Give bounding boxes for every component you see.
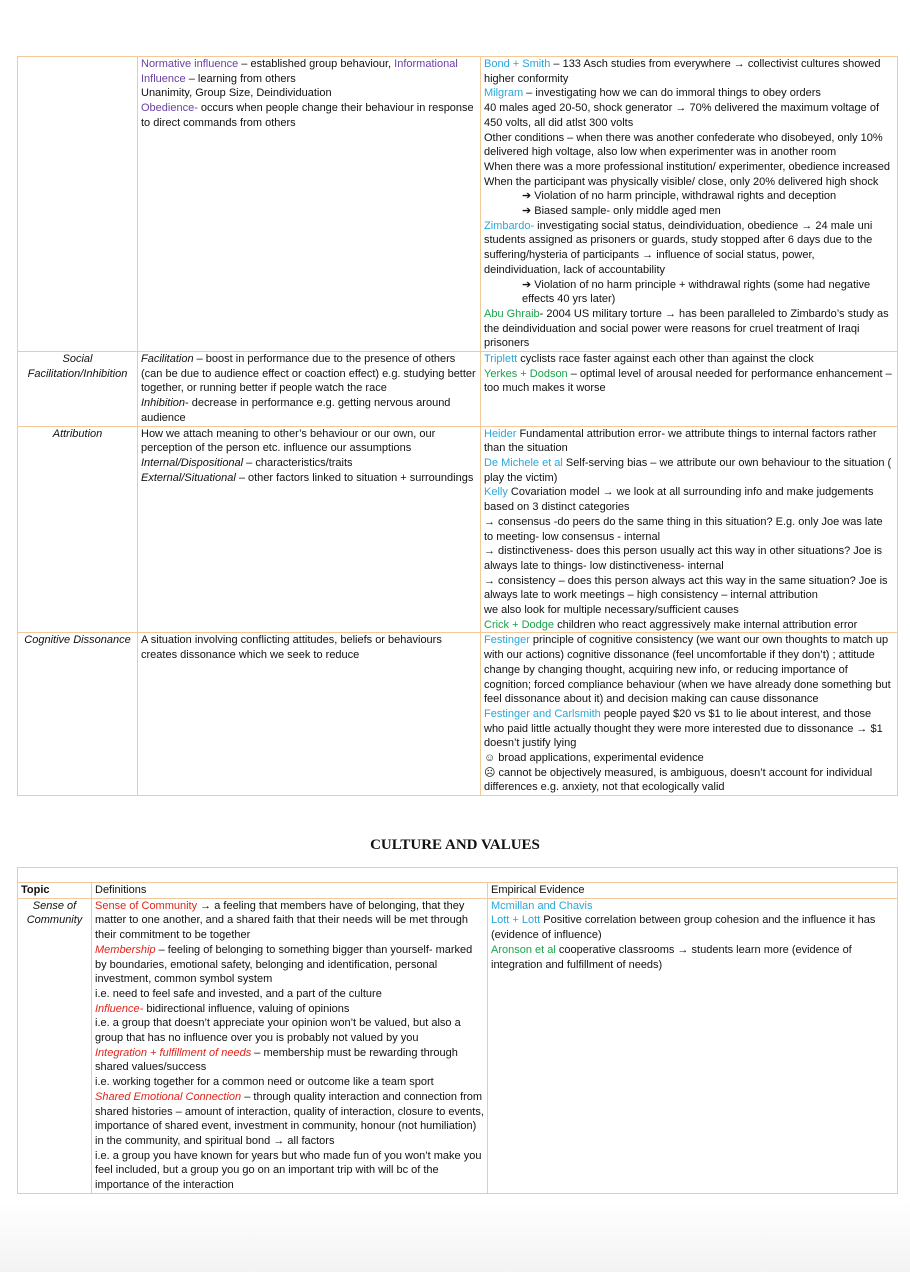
table-row bbox=[18, 898, 898, 1193]
text-run: principle of cognitive consistency (we want our own thoughts to match up with our actions) cognitive dissonance (feel uncomfortable if they don’t) ; attitude change by changing thought, acquiring new info, or reducing importance of cognition; forced compliance behaviour (when we have already done something but feel dissonance about it) and decision making can cause dissonance bbox=[484, 634, 891, 706]
definition-line bbox=[95, 1149, 484, 1193]
evidence-line bbox=[484, 160, 894, 175]
highlighted-term: Obedience- bbox=[141, 102, 198, 115]
table-row bbox=[18, 633, 898, 796]
text-run: Other conditions – when there was another confederate who disobeyed, only 10% delivered high voltage, also low when experimenter was in another room bbox=[484, 131, 883, 159]
text-run: i.e. need to feel safe and invested, and a part of the culture bbox=[95, 987, 382, 1000]
evidence-line bbox=[484, 352, 894, 367]
evidence-cell bbox=[488, 898, 898, 1193]
text-run: – boost in performance due to the presence of others (can be due to audience effect or coaction effect) e.g. studying better together, or running better if people watch the race bbox=[141, 353, 476, 395]
header-definitions: Definitions bbox=[92, 883, 488, 899]
text-run: ☺ broad applications, experimental evidence bbox=[484, 752, 704, 765]
table-row bbox=[18, 352, 898, 427]
definition-line bbox=[141, 471, 477, 486]
highlighted-term: Lott + Lott bbox=[491, 914, 541, 927]
evidence-line bbox=[491, 943, 894, 972]
text-run: people payed $20 vs $1 to lie about interest, and those who paid little actually thought they were more interested due to dissonance → $1 doesn’t justify lying bbox=[484, 707, 883, 750]
text-run: Covariation model → we look at all surrounding info and make judgements based on 3 distinct categories bbox=[484, 486, 874, 514]
evidence-line bbox=[484, 574, 894, 603]
highlighted-term: Zimbardo- bbox=[484, 219, 535, 232]
definition-line bbox=[141, 101, 477, 130]
text-run: i.e. a group you have known for years but who made fun of you won’t make you feel included, but a group you go on an important trip with will bc of the importance of the interaction bbox=[95, 1149, 482, 1192]
text-run: occurs when people change their behaviour in response to direct commands from others bbox=[141, 102, 474, 129]
definitions-cell bbox=[138, 426, 481, 633]
evidence-line bbox=[484, 618, 894, 633]
evidence-cell bbox=[481, 57, 898, 352]
text-run: How we attach meaning to other’s behaviour or our own, our perception of the person etc. influence our assumptions bbox=[141, 427, 436, 455]
evidence-line bbox=[484, 707, 894, 751]
text-run: When there was a more professional institution/ experimenter, obedience increased bbox=[484, 160, 891, 173]
header-evidence: Empirical Evidence bbox=[488, 883, 898, 899]
evidence-line bbox=[484, 544, 894, 573]
definition-line bbox=[141, 57, 477, 86]
evidence-line bbox=[491, 899, 894, 914]
text-run: – other factors linked to situation + surroundings bbox=[235, 471, 474, 484]
text-run: - decrease in performance e.g. getting nervous around audience bbox=[141, 397, 451, 424]
definition-line bbox=[141, 86, 477, 101]
highlighted-term: Aronson et al bbox=[491, 943, 556, 956]
evidence-line bbox=[484, 57, 894, 86]
evidence-cell bbox=[481, 633, 898, 796]
evidence-line bbox=[484, 189, 894, 204]
text-run: cooperative classrooms → students learn more (evidence of integration and fulfillment of needs) bbox=[491, 943, 852, 971]
definition-line bbox=[95, 1016, 484, 1045]
evidence-line bbox=[484, 175, 894, 190]
text-run: – characteristics/traits bbox=[243, 456, 353, 469]
text-run: Positive correlation between group cohesion and the influence it has (evidence of influence) bbox=[491, 914, 876, 942]
table-row bbox=[18, 426, 898, 633]
topic-cell: Sense of Community bbox=[18, 898, 92, 1193]
evidence-line bbox=[491, 913, 894, 942]
text-run: – learning from others bbox=[185, 72, 296, 85]
definition-line bbox=[141, 396, 477, 425]
evidence-line bbox=[484, 427, 894, 456]
text-run: – 133 Asch studies from everywhere → collectivist cultures showed higher conformity bbox=[484, 58, 881, 85]
definition-line bbox=[95, 987, 484, 1002]
evidence-line bbox=[484, 101, 894, 130]
text-run: Unanimity, Group Size, Deindividuation bbox=[141, 87, 332, 100]
evidence-line bbox=[484, 278, 894, 307]
text-run: – established group behaviour, bbox=[238, 58, 395, 70]
highlighted-term: Mcmillan and Chavis bbox=[491, 899, 593, 912]
text-run: ☹ cannot be objectively measured, is ambiguous, doesn’t account for individual differences e.g. anxiety, not that ecologically valid bbox=[484, 766, 873, 794]
highlighted-term: Festinger and Carlsmith bbox=[484, 707, 601, 720]
highlighted-term: Facilitation bbox=[141, 353, 194, 366]
text-run: When the participant was physically visible/ close, only 20% delivered high shock bbox=[484, 175, 879, 188]
definition-line bbox=[141, 633, 477, 662]
text-run: bidirectional influence, valuing of opinions bbox=[143, 1002, 350, 1015]
text-run: → a feeling that members have of belonging, that they matter to one another, and a shared faith that their needs will be met through their commitment to be together bbox=[95, 899, 469, 942]
evidence-line bbox=[484, 766, 894, 795]
highlighted-term: De Michele et al bbox=[484, 456, 563, 469]
evidence-line bbox=[484, 367, 894, 396]
table-row bbox=[18, 57, 898, 352]
social-influence-table bbox=[17, 56, 898, 796]
topic-cell bbox=[18, 57, 138, 352]
evidence-cell bbox=[481, 426, 898, 633]
highlighted-term: Membership bbox=[95, 943, 156, 956]
table-spacer-row bbox=[18, 868, 898, 883]
text-run: children who react aggressively make internal attribution error bbox=[554, 618, 858, 631]
highlighted-term: Normative influence bbox=[141, 58, 239, 70]
text-run: – optimal level of arousal needed for performance enhancement – too much makes it worse bbox=[484, 367, 892, 395]
definitions-cell bbox=[138, 633, 481, 796]
definition-line bbox=[95, 1090, 484, 1149]
definition-line bbox=[141, 456, 477, 471]
text-run: ➔ Violation of no harm principle, withdrawal rights and deception bbox=[522, 190, 837, 203]
highlighted-term: Influence- bbox=[95, 1002, 144, 1015]
evidence-line bbox=[484, 307, 894, 351]
evidence-line bbox=[484, 456, 894, 485]
highlighted-term: Bond + Smith bbox=[484, 58, 551, 70]
evidence-cell bbox=[481, 352, 898, 427]
highlighted-term: Triplett bbox=[484, 353, 518, 366]
text-run: investigating social status, deindividuation, obedience → 24 male uni students assigned as prisoners or guards, study stopped after 6 days due to the suffering/hysteria of participants → influence of social status, power, deindividuation, lack of accountability bbox=[484, 219, 873, 276]
evidence-line bbox=[484, 751, 894, 766]
header-topic: Topic bbox=[18, 883, 92, 899]
topic-cell: Attribution bbox=[18, 426, 138, 633]
text-run: → distinctiveness- does this person usually act this way in other situations? Joe is always late to things- low distinctiveness- internal bbox=[484, 545, 883, 572]
highlighted-term: Informational Influence bbox=[141, 58, 458, 85]
evidence-line bbox=[484, 219, 894, 278]
topic-cell: Social Facilitation/Inhibition bbox=[18, 352, 138, 427]
highlighted-term: Kelly bbox=[484, 486, 508, 499]
definition-line bbox=[95, 1075, 484, 1090]
definition-line bbox=[95, 1046, 484, 1075]
definition-line bbox=[95, 943, 484, 987]
definition-line bbox=[95, 899, 484, 943]
definitions-cell bbox=[138, 352, 481, 427]
text-run: we also look for multiple necessary/sufficient causes bbox=[484, 604, 739, 617]
text-run: → consistency – does this person always act this way in the same situation? Joe is always late to work meetings – high consistency – internal attribution bbox=[484, 574, 888, 602]
text-run: Self-serving bias – we attribute our own behaviour to the situation ( play the victim) bbox=[484, 456, 892, 484]
highlighted-term: Festinger bbox=[484, 634, 530, 647]
evidence-line bbox=[484, 86, 894, 101]
evidence-line bbox=[484, 515, 894, 544]
text-run: Fundamental attribution error- we attribute things to internal factors rather than the situation bbox=[484, 427, 877, 455]
highlighted-term: Milgram bbox=[484, 87, 524, 100]
highlighted-term: Crick + Dodge bbox=[484, 618, 555, 631]
highlighted-term: Sense of Community bbox=[95, 899, 198, 912]
text-run: – membership must be rewarding through shared values/success bbox=[95, 1046, 458, 1074]
definitions-cell bbox=[92, 898, 488, 1193]
topic-cell: Cognitive Dissonance bbox=[18, 633, 138, 796]
highlighted-term: Abu Ghraib bbox=[484, 307, 540, 320]
text-run: – feeling of belonging to something bigger than yourself- marked by boundaries, emotional safety, belonging and identification, personal investment, common symbol system bbox=[95, 943, 473, 986]
text-run: i.e. working together for a common need or outcome like a team sport bbox=[95, 1076, 434, 1089]
definitions-cell bbox=[138, 57, 481, 352]
definition-line bbox=[141, 427, 477, 456]
highlighted-term: Inhibition bbox=[141, 397, 186, 410]
text-run: A situation involving conflicting attitudes, beliefs or behaviours creates dissonance which we seek to reduce bbox=[141, 634, 442, 662]
text-run: cyclists race faster against each other than against the clock bbox=[517, 353, 814, 366]
highlighted-term: Yerkes + Dodson bbox=[484, 367, 568, 380]
evidence-line bbox=[484, 204, 894, 219]
text-run: 40 males aged 20-50, shock generator → 70% delivered the maximum voltage of 450 volts, all did atlst 300 volts bbox=[484, 102, 879, 129]
evidence-line bbox=[484, 633, 894, 707]
evidence-line bbox=[484, 485, 894, 514]
text-run: – through quality interaction and connection from shared histories – amount of interaction, quality of interaction, closure to events, importance of shared event, investment in community, honour (not humiliation) in the community, and spiritual bond → all factors bbox=[95, 1090, 484, 1147]
evidence-line bbox=[484, 603, 894, 618]
text-run: ➔ Biased sample- only middle aged men bbox=[522, 205, 721, 218]
evidence-line bbox=[484, 131, 894, 160]
table-header-row bbox=[18, 883, 898, 899]
text-run: - 2004 US military torture → has been paralleled to Zimbardo’s study as the deindividuation and social power were reasons for cruel treatment of Iraqi prisoners bbox=[484, 307, 889, 350]
text-run: i.e. a group that doesn’t appreciate your opinion won’t be valued, but also a group that has no influence over you is probably not valued by you bbox=[95, 1017, 461, 1045]
definition-line bbox=[95, 1002, 484, 1017]
text-run: ➔ Violation of no harm principle + withdrawal rights (some had negative effects 40 yrs later) bbox=[522, 278, 871, 306]
text-run: – investigating how we can do immoral things to obey orders bbox=[523, 87, 821, 100]
highlighted-term: External/Situational bbox=[141, 471, 236, 484]
highlighted-term: Internal/Dispositional bbox=[141, 456, 244, 469]
definition-line bbox=[141, 352, 477, 396]
highlighted-term: Heider bbox=[484, 427, 517, 440]
culture-values-table bbox=[17, 867, 898, 1194]
highlighted-term: Integration + fulfillment of needs bbox=[95, 1046, 252, 1059]
text-run: → consensus -do peers do the same thing in this situation? E.g. only Joe was late to meeting- low consensus - internal bbox=[484, 515, 883, 543]
highlighted-term: Shared Emotional Connection bbox=[95, 1090, 242, 1103]
page-bottom-shade bbox=[0, 1202, 910, 1272]
section-heading: CULTURE AND VALUES bbox=[370, 837, 540, 853]
